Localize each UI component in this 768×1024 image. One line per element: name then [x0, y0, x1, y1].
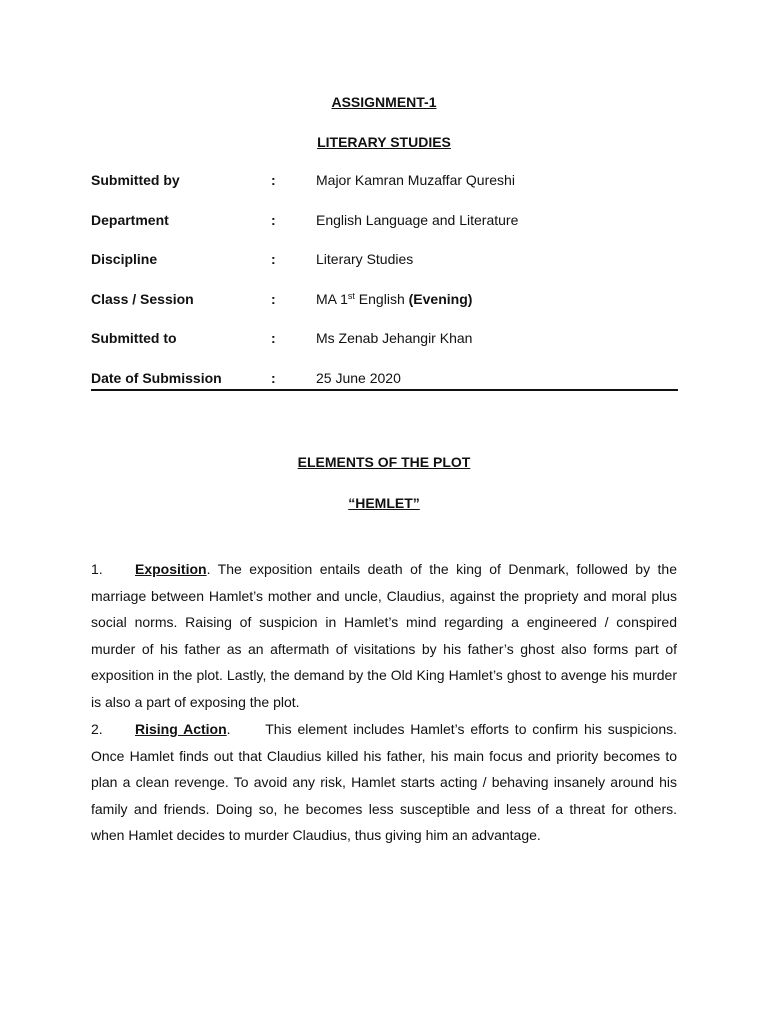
info-label: Class / Session	[91, 290, 194, 307]
paragraph-rising-action	[91, 716, 681, 849]
section-subheading: “HEMLET”	[348, 495, 420, 511]
info-value: English Language and Literature	[316, 211, 519, 228]
submission-info-table	[91, 172, 678, 410]
section-heading: ELEMENTS OF THE PLOT	[297, 454, 471, 470]
info-value: 25 June 2020	[316, 369, 401, 386]
paragraph-number: 2.	[91, 721, 103, 737]
paragraph-exposition	[91, 556, 677, 716]
info-label: Date of Submission	[91, 369, 222, 386]
info-colon: :	[271, 369, 276, 386]
paragraph-term: Rising Action	[135, 721, 227, 737]
info-value: Literary Studies	[316, 251, 414, 268]
paragraph-number: 1.	[91, 561, 103, 577]
class-evening: (Evening)	[408, 290, 473, 307]
info-value	[316, 291, 472, 307]
paragraph-text: . This element includes Hamlet’s efforts to confirm his suspicions. Once Hamlet finds out that Claudius killed his father, his main focus and priority becomes to plan a clean revenge. To avoid any risk, Hamlet starts acting / behaving insanely around his family and friends. Doing so, he becomes less susceptible and less of a threat for others. when Hamlet decides to murder Claudius, thus giving him an advantage.	[91, 721, 681, 844]
paragraph-term: Exposition	[135, 561, 207, 577]
info-label: Department	[91, 211, 169, 228]
class-superscript: st	[347, 290, 355, 301]
class-prefix: MA 1	[316, 290, 348, 307]
subject-heading: LITERARY STUDIES	[317, 134, 451, 150]
info-label: Discipline	[91, 251, 158, 268]
info-row-submitted-by	[91, 172, 678, 212]
assignment-title: ASSIGNMENT-1	[331, 94, 437, 110]
info-colon: :	[271, 251, 276, 268]
info-colon: :	[271, 330, 276, 347]
info-label: Submitted to	[91, 330, 177, 347]
info-row-class-session	[91, 291, 678, 331]
info-colon: :	[271, 290, 276, 307]
info-row-department	[91, 212, 678, 252]
info-value: Major Kamran Muzaffar Qureshi	[316, 172, 515, 188]
info-value: Ms Zenab Jehangir Khan	[316, 330, 473, 347]
info-colon: :	[271, 211, 276, 228]
info-colon: :	[271, 172, 276, 188]
info-row-discipline	[91, 251, 678, 291]
paragraph-text: . The exposition entails death of the king of Denmark, followed by the marriage between Hamlet’s mother and uncle, Claudius, against the propriety and moral plus social norms. Raising of suspicion in Hamlet’s mind regarding a engineered / conspired murder of his father as an aftermath of visitations by his father’s ghost also forms part of exposition in the plot. Lastly, the demand by the Old King Hamlet’s ghost to avenge his murder is also a part of exposing the plot.	[91, 561, 677, 710]
class-middle: English	[354, 290, 409, 307]
horizontal-divider	[91, 389, 678, 391]
info-label: Submitted by	[91, 172, 180, 188]
info-row-submitted-to	[91, 330, 678, 370]
